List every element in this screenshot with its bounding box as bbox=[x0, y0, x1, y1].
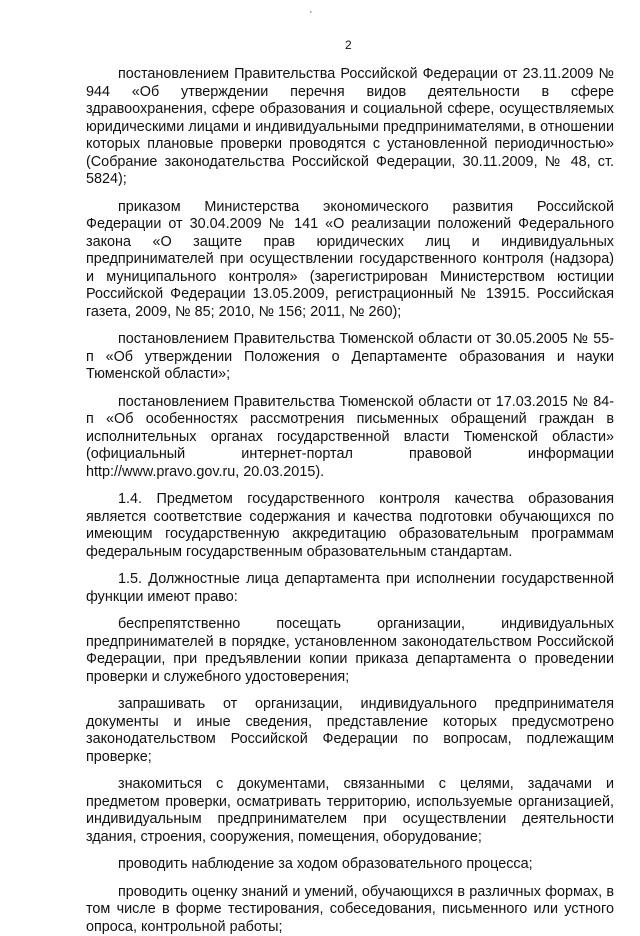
paragraph-right-observe: проводить наблюдение за ходом образовательного процесса; bbox=[86, 856, 614, 874]
paragraph-section-1-5: 1.5. Должностные лица департамента при исполнении государственной функции имеют право: bbox=[86, 571, 614, 606]
paragraph-section-1-4: 1.4. Предметом государственного контроля качества образования является соответствие содержания и качества подготовки обучающихся по имеющим государственную аккредитацию образовательным программам федеральным государственным образовательным стандартам. bbox=[86, 491, 614, 561]
paragraph-govt-decree-944: постановлением Правительства Российской Федерации от 23.11.2009 № 944 «Об утверждении перечня видов деятельности в сфере здравоохранения, сфере образования и социальной сфере, осуществляемых юридическими лицами и индивидуальными предпринимателями, в отношении которых плановые проверки проводятся с установленной периодичностью» (Собрание законодательства Российской Федерации, 30.11.2009, № 48, ст. 5824); bbox=[86, 66, 614, 189]
paragraph-right-assess: проводить оценку знаний и умений, обучающихся в различных формах, в том числе в форме тестирования, собеседования, письменного или устного опроса, контрольной работы; bbox=[86, 884, 614, 936]
page-number: 2 bbox=[345, 38, 352, 52]
paragraph-tyumen-decree-55: постановлением Правительства Тюменской области от 30.05.2005 № 55-п «Об утверждении Положения о Департаменте образования и науки Тюменской области»; bbox=[86, 331, 614, 384]
paragraph-order-141: приказом Министерства экономического развития Российской Федерации от 30.04.2009 № 141 «О реализации положений Федерального закона «О защите прав юридических лиц и индивидуальных предпринимателей при осуществлении государственного контроля (надзора) и муниципального контроля» (зарегистрирован Министерством юстиции Российской Федерации 13.05.2009, регистрационный № 13915. Российская газета, 2009, № 85; 2010, № 156; 2011, № 260); bbox=[86, 199, 614, 322]
scan-mark: · bbox=[309, 6, 313, 18]
document-body bbox=[86, 66, 614, 936]
paragraph-right-visit: беспрепятственно посещать организации, индивидуальных предпринимателей в порядке, установленном законодательством Российской Федерации, при предъявлении копии приказа департамента о проведении проверки и служебного удостоверения; bbox=[86, 616, 614, 686]
paragraph-tyumen-decree-84: постановлением Правительства Тюменской области от 17.03.2015 № 84-п «Об особенностях рассмотрения письменных обращений граждан в исполнительных органах государственной власти Тюменской области» (официальный интернет-портал правовой информации http://www.pravo.gov.ru, 20.03.2015). bbox=[86, 394, 614, 482]
paragraph-right-request: запрашивать от организации, индивидуального предпринимателя документы и иные сведения, представление которых предусмотрено законодательством Российской Федерации по вопросам, подлежащим проверке; bbox=[86, 696, 614, 766]
paragraph-right-inspect: знакомиться с документами, связанными с целями, задачами и предметом проверки, осматривать территорию, используемые организацией, индивидуальным предпринимателем при осуществлении деятельности здания, строения, сооружения, помещения, оборудование; bbox=[86, 776, 614, 846]
